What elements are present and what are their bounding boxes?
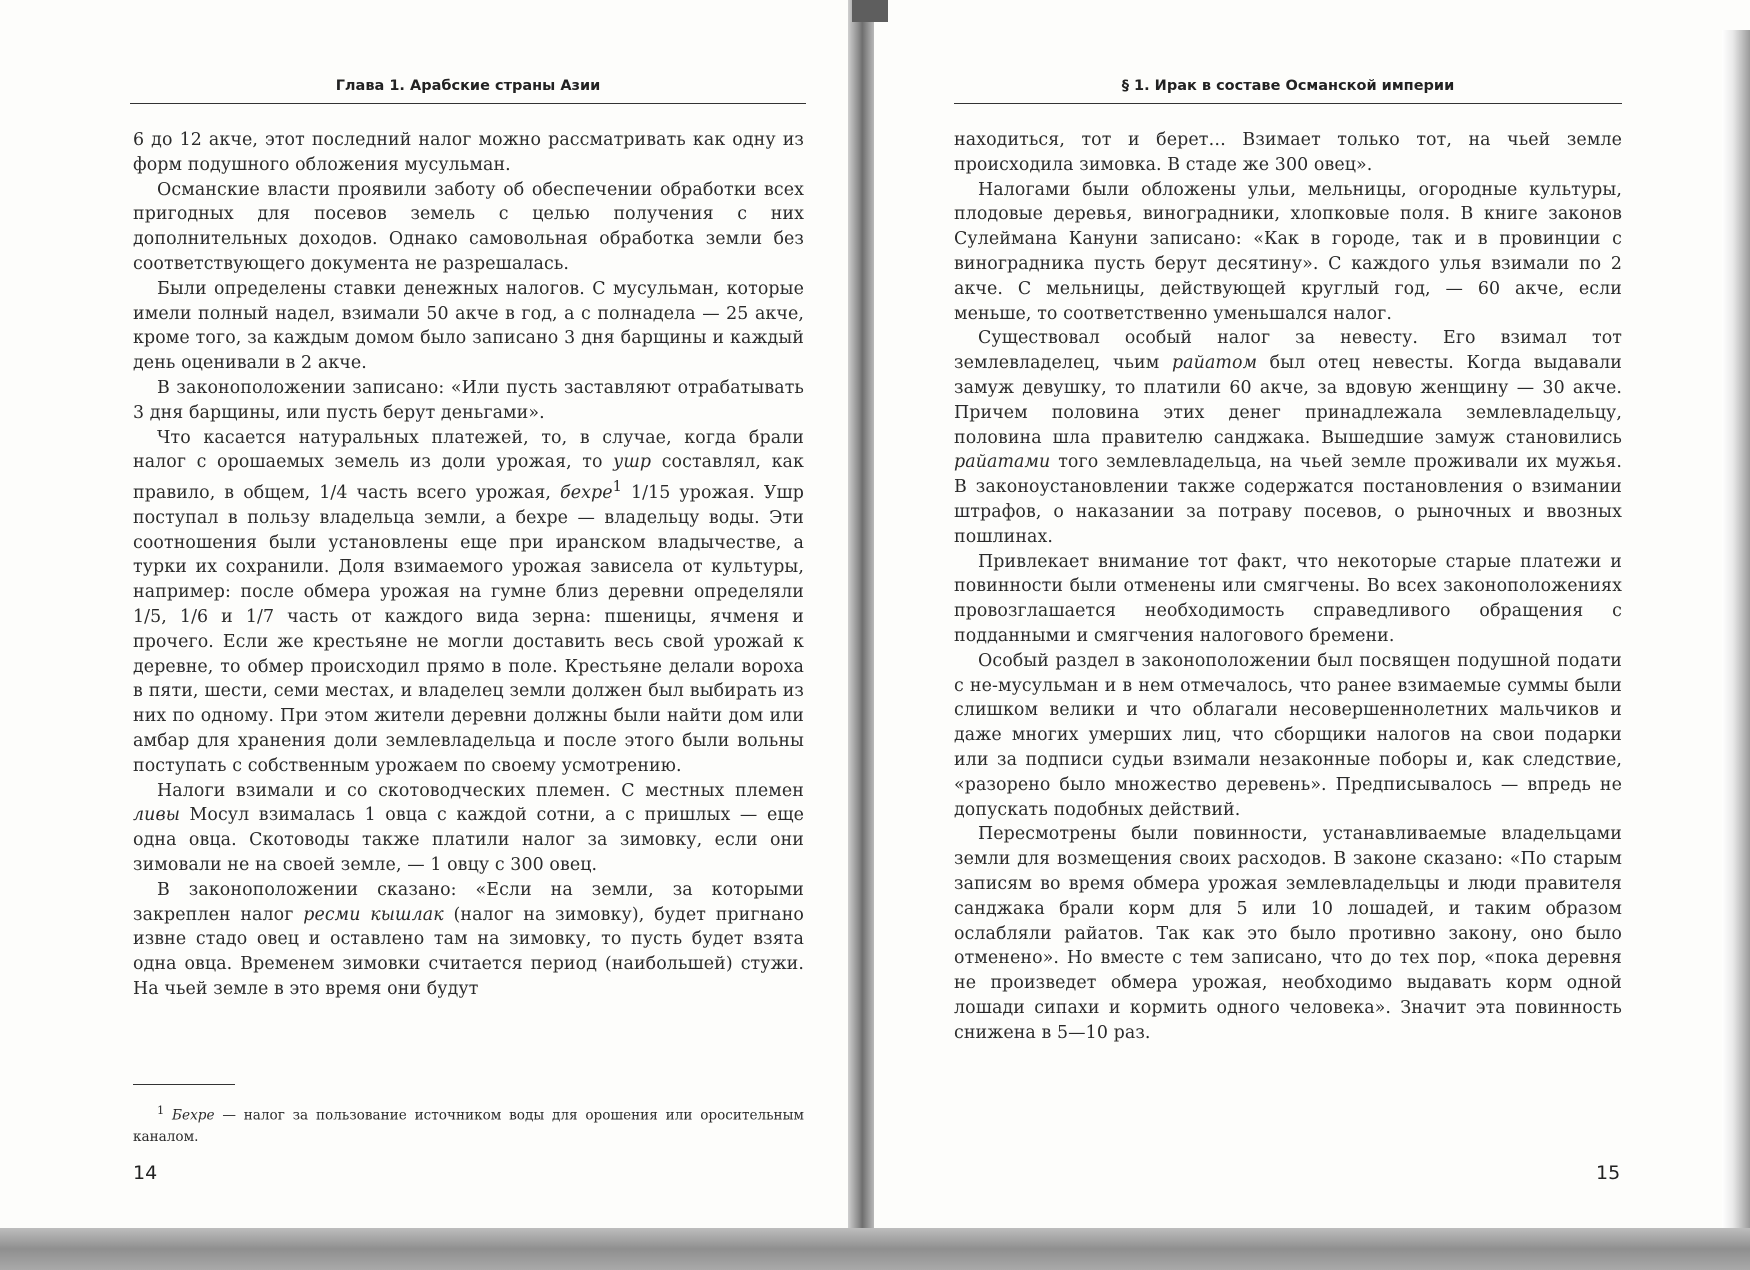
paragraph: Османские власти проявили заботу об обеспечении обработки всех пригодных для посевов земель с целью получения с них дополнительных доходов. Однако самовольная обработка земли без соответствующего документа не разрешалась. [133, 179, 804, 274]
paragraph [954, 326, 1622, 549]
footnote [133, 1100, 804, 1148]
page-edge [1722, 30, 1750, 1228]
footnote-term: Бехре [172, 1107, 215, 1124]
paragraph-text: часть всего урожая, [347, 482, 561, 503]
paragraph: Были определены ставки денежных налогов. С мусульман, которые имели полный надел, взимали 50 акче в год, а с полнадела — 25 акче, кроме того, за каждым домом было записано 3 дня барщины и каждый день оценивали в 2 акче. [133, 278, 804, 374]
paragraph: Налогами были обложены ульи, мельницы, огородные культуры, плодовые деревья, виноградники, хлопковые поля. В книге законов Сулеймана Кануни записано: «Как в городе, так и в провинции с виноградника пусть берут десятину». С каждого улья взимали по 2 акче. С мельницы, действующей круглый год, — 60 акче, если меньше, то соответственно уменьшался налог. [954, 179, 1622, 324]
term-raiaty: райатами [954, 452, 1051, 473]
term-behre: бехре [560, 482, 613, 503]
paragraph: В законоположении записано: «Или пусть заставляют отрабатывать 3 дня барщины, или пусть берут деньгами». [133, 377, 804, 423]
footnote-text [133, 1100, 804, 1148]
fraction: 1/6 [179, 606, 209, 627]
paragraph-text: составлял, как правило, в общем, [133, 452, 804, 503]
paragraph-text: Налоги взимали и со скотоводческих племен. С местных племен [157, 780, 804, 801]
fraction: 1/5 [133, 606, 162, 627]
fraction: 1/15 [630, 482, 671, 503]
paragraph-text: (налог на зимовку), будет пригнано извне стадо овец и оставлено там на зимовку, то пусть будет взята одна овца. Временем зимовки считается период (наибольшей) стужи. На чьей земле в это время они будут [133, 904, 804, 999]
term-raiat: райатом [1171, 353, 1258, 374]
term-ushr: ушр [613, 452, 652, 473]
paragraph: Особый раздел в законоположении был посвящен подушной подати с не-мусульман и в нем отмечалось, что ранее взимаемые суммы были слишком велики и что облагали несовершеннолетних мальчиков и даже многих умерших лиц, что сборщики налогов на свои подарки или за подписи судьи взимали незаконные поборы и, как следствие, «разорено было множество деревень». Предписывалось — впредь не допускать подобных действий. [954, 650, 1622, 820]
footnote-marker: 1 [157, 1103, 165, 1117]
paragraph-text: Мосул взималась 1 овца с каждой сотни, а с пришлых — еще одна овца. Скотоводы также платили налог за зимовку, если они зимовали не на своей земле, — 1 овцу с 300 овец. [133, 805, 804, 875]
right-page [874, 0, 1722, 1228]
book-gutter [848, 0, 874, 1270]
paragraph: находиться, тот и берет… Взимает только тот, на чьей земле происходила зимовка. В стаде же 300 овец». [954, 130, 1622, 175]
footnote-ref[interactable]: 1 [612, 479, 622, 496]
body-text [954, 128, 1622, 1045]
running-head: Глава 1. Арабские страны Азии [335, 78, 601, 94]
paragraph-text: часть от каждого вида зерна: пшеницы, ячменя и прочего. Если же крестьяне не могли доставить весь свой урожай к деревне, то обмер происходил прямо в поле. Крестьяне делали вороха в пяти, шести, семи местах, и владелец земли должен был выбирать из них по одному. При этом жители деревни должны были найти дом или амбар для хранения доли землевладельца и после этого были вольны поступать с собственным урожаем по своему усмотрению. [133, 606, 804, 776]
paragraph: Привлекает внимание тот факт, что некоторые старые платежи и повинности были отменены или смягчены. Во всех законоположениях провозглашается необходимость справедливого обращения с подданными и смягчения налогового бремени. [954, 551, 1622, 646]
body-text [133, 128, 804, 1002]
fraction: 1/7 [245, 606, 275, 627]
paragraph-text: Существовал особый налог за невесту. Его взимал тот землевладелец, чьим [954, 328, 1622, 374]
paragraph-text: того землевладельца, на чьей земле проживали их мужья. В законоустановлении также содержатся постановления о взимании штрафов, о наказании за потраву посевов, о рыночных и ввозных пошлинах. [954, 452, 1622, 547]
page-number: 14 [133, 1162, 158, 1184]
header-rule [130, 103, 806, 104]
paragraph-text: В законоположении сказано: «Если на земли, за которыми закреплен налог [133, 879, 804, 925]
term-livy: ливы [133, 805, 180, 826]
paragraph: Что касается натуральных платежей, то, в случае, когда брали налог с орошаемых земель из доли урожая, то ушр составлял, как правило, в общем, 1/4 часть всего урожая, бехре$^1$ 1/15 урожая. Ушр поступал в пользу владельца земли, а бехре — владельцу воды. Эти соотношения были установлены еще при иранском владычестве, а турки их сохранили. Доля взимаемого урожая зависела от культуры, например: после обмера урожая на гумне близ деревни определяли 1/5, 1/6 и 1/7 часть от каждого вида зерна: пшеницы, ячменя и прочего. Если же крестьяне не могли доставить весь свой урожай к деревне, то обмер происходил прямо в поле. Крестьяне делали вороха в пяти, шести, семи местах, и владелец земли должен был выбирать из них по одному. При этом жители деревни должны были найти дом или амбар для хранения доли землевладельца и после этого были вольны поступать с собственным урожаем по своему усмотрению. [133, 427, 804, 776]
paragraph-text: урожая. Ушр поступал в пользу владельца земли, а бехре — владельцу воды. Эти соотношения были установлены еще при иранском владычестве, а турки их сохранили. Доля взимаемого урожая зависела от культуры, например: после обмера урожая на гумне близ деревни определяли [133, 482, 804, 603]
scanner-edge [0, 1228, 1750, 1270]
paragraph-text: был отец невесты. Когда выдавали замуж девушку, то платили 60 акче, за вдовую женщину — 30 акче. Причем половина этих денег принадлежала землевладельцу, половина шла правителю санджака. Вышедшие замуж становились [954, 353, 1622, 448]
running-head: § 1. Ирак в составе Османской империи [1121, 78, 1455, 94]
paragraph: Пересмотрены были повинности, устанавливаемые владельцами земли для возмещения своих расходов. В законе сказано: «По старым записям во время обмера урожая землевладельцы и люди правителя санджака брали корм для 5 или 10 лошадей, и таким образом ослабляли райатов. Так как это было противно закону, оно было отменено». Но вместе с тем записано, что до тех пор, «пока деревня не произведет обмера урожая, необходимо выдавать корм одной лошади сипахи и кормить одного человека». Значит эта повинность снижена в 5—10 раз. [954, 824, 1622, 1043]
term-resmi-kyshlak: ресми кышлак [303, 904, 444, 925]
paragraph [133, 878, 804, 1002]
footnote-body: — налог за пользование источником воды для орошения или оросительным каналом. [133, 1107, 804, 1145]
page-number: 15 [1596, 1162, 1621, 1184]
paragraph-text: Что касается натуральных платежей, то, в случае, когда брали налог с орошаемых земель из доли урожая, то [133, 427, 804, 473]
paragraph: 6 до 12 акче, этот последний налог можно рассматривать как одну из форм подушного обложения мусульман. [133, 130, 804, 175]
fraction: 1/4 [319, 482, 348, 503]
footnote-rule [133, 1084, 235, 1085]
paragraph [133, 779, 804, 878]
header-rule [954, 103, 1622, 104]
left-page [0, 0, 848, 1228]
